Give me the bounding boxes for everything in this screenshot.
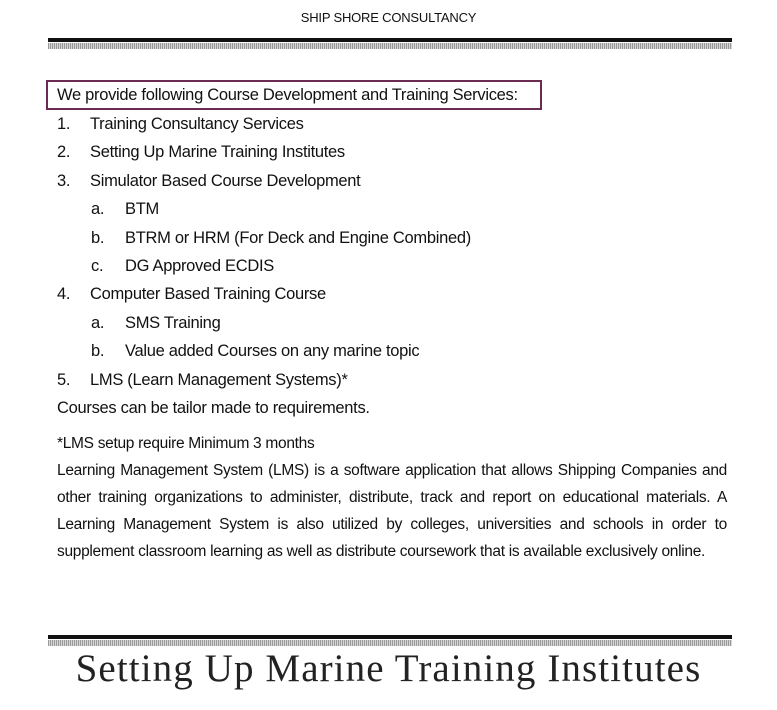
- list-label: Computer Based Training Course: [90, 285, 326, 304]
- list-label: Simulator Based Course Development: [90, 171, 361, 190]
- list-letter: a.: [91, 200, 105, 219]
- list-label: LMS (Learn Management Systems)*: [90, 370, 348, 389]
- list-letter: a.: [91, 313, 105, 332]
- lms-note-title: *LMS setup require Minimum 3 months: [57, 435, 315, 452]
- list-label: Training Consultancy Services: [90, 115, 304, 133]
- bottom-divider: [48, 635, 732, 646]
- footer-title: Setting Up Marine Training Institutes: [75, 647, 702, 690]
- list-label: BTM: [125, 200, 159, 219]
- list-subitem: [57, 252, 727, 280]
- list-item: [57, 138, 727, 166]
- list-number: 3.: [57, 171, 71, 190]
- bottom-divider-thick: [48, 635, 732, 639]
- list-item: [57, 110, 727, 138]
- tailor-note: Courses can be tailor made to requirements.: [57, 399, 370, 417]
- list-label: BTRM or HRM (For Deck and Engine Combined): [125, 228, 471, 247]
- list-number: 4.: [57, 285, 71, 304]
- services-list: [57, 110, 727, 394]
- page-header-title: SHIP SHORE CONSULTANCY: [300, 10, 477, 25]
- list-label: DG Approved ECDIS: [125, 257, 274, 276]
- list-subitem: [57, 195, 727, 223]
- list-label: Value added Courses on any marine topic: [125, 342, 420, 361]
- list-item: [57, 280, 727, 308]
- list-item: [57, 366, 727, 394]
- list-label: Setting Up Marine Training Institutes: [90, 143, 345, 162]
- intro-box: We provide following Course Development and Training Services:: [46, 80, 542, 110]
- list-label: SMS Training: [125, 313, 221, 332]
- list-subitem: [57, 309, 727, 337]
- list-number: 5.: [57, 370, 71, 389]
- lms-note-section: [57, 430, 727, 565]
- list-item: [57, 167, 727, 195]
- top-divider-thick: [48, 38, 732, 42]
- list-letter: b.: [91, 228, 105, 247]
- list-letter: c.: [91, 257, 104, 276]
- lms-note-body: Learning Management System (LMS) is a software application that allows Shipping Companies and other training organizations to administer, distribute, track and report on educational materials. A Learning Management System is also utilized by colleges, universities and schools in order to supplement classroom learning as well as distribute coursework that is available exclusively online.: [57, 462, 727, 560]
- list-subitem: [57, 337, 727, 365]
- list-number: 2.: [57, 143, 71, 162]
- list-number: 1.: [57, 115, 71, 133]
- list-subitem: [57, 224, 727, 252]
- top-divider-thin: [48, 43, 732, 49]
- top-divider: [48, 38, 732, 49]
- list-letter: b.: [91, 342, 105, 361]
